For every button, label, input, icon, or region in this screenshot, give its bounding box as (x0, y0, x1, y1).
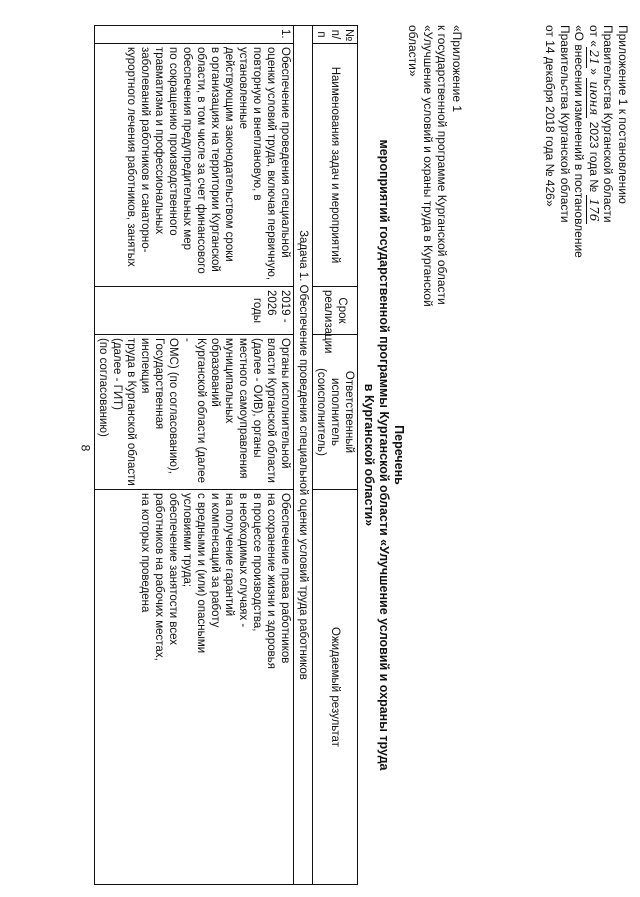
executor-line: труда в Курганской области (125, 338, 137, 486)
approval-line-5: Правительства Курганской области (558, 25, 572, 223)
executor-line: местного самоуправления (237, 338, 249, 479)
header-term: Срок реализации (313, 287, 358, 335)
approval-line-6: от 14 декабря 2018 года № 426» (543, 25, 558, 207)
rotated-page-content (10, 25, 630, 885)
name-line: обеспечения предупредительных мер (181, 47, 193, 251)
executor-line: (по согласованию) (97, 338, 109, 437)
program-annex-block (406, 25, 464, 307)
result-line: в необходимых случаях - (237, 493, 249, 628)
name-line: в организациях на территории Курганской (209, 47, 221, 272)
handwritten-month: июня (586, 78, 601, 118)
name-line: заболеваний работников и санаторно- (139, 47, 151, 253)
result-line: на которых проведена (139, 493, 151, 613)
date-year-text: 2023 года № (587, 118, 601, 196)
name-line: оценки условий труда, включая первичную, (265, 47, 277, 281)
executor-line: муниципальных образований (209, 338, 235, 424)
handwritten-day: 21 (586, 47, 601, 68)
handwritten-number: 176 (586, 195, 601, 224)
result-line: работников на рабочих местах, (153, 493, 165, 661)
name-line: действующим законодательством сроки (223, 47, 235, 262)
executor-line: власти Курганской области (265, 338, 277, 483)
row-result (95, 490, 294, 885)
executor-line: Государственная инспекция (139, 338, 165, 430)
result-line: и компенсаций за работу (209, 493, 221, 628)
row-term (95, 287, 294, 335)
row-num: 1. (95, 26, 294, 44)
result-line: на получение гарантий (223, 493, 235, 617)
task-row (294, 26, 313, 885)
name-line: курортного лечения работников, занятых (125, 47, 137, 267)
name-line: травматизма и профессиональных (153, 47, 165, 235)
approval-line-1: Приложение 1 к постановлению (616, 25, 630, 204)
term-line: годы (251, 297, 263, 324)
approval-line-2: Правительства Курганской области (601, 25, 616, 223)
document-title (361, 25, 406, 885)
header-result: Ожидаемый результат (313, 490, 358, 885)
approval-annex-block (543, 25, 630, 258)
table-header-row (313, 26, 358, 885)
executor-line: (далее - ОИВ), органы (251, 338, 263, 458)
header-name: Наименования задач и мероприятий (313, 44, 358, 287)
result-line: в процессе производства, (251, 493, 263, 632)
result-line: с вредными и (или) опасными (195, 493, 207, 654)
result-line: обеспечение занятости всех (167, 493, 179, 646)
name-line: по сокращению производственного (167, 47, 179, 236)
executor-line: Курганской области (далее - (181, 338, 207, 483)
name-line: повторную и внеплановую, в установленные (237, 47, 263, 201)
table-row (95, 26, 294, 885)
result-line: на сохранение жизни и здоровья (265, 493, 277, 669)
program-line-2: к государственной программе Курганской области (435, 25, 450, 305)
program-line-3: «Улучшение условий и охраны труда в Курганской (421, 25, 435, 307)
measures-table (94, 25, 358, 885)
program-line-4: области» (406, 25, 421, 77)
name-line: области, в том числе за счет финансового (195, 47, 207, 274)
task-1-label: Задача 1. Обеспечение проведения специальной оценки условий труда работников (294, 26, 313, 885)
title-line-1: Перечень (392, 425, 406, 485)
name-line: Обеспечение проведения специальной (279, 47, 291, 258)
approval-line-4: «О внесении изменений в постановление (572, 25, 587, 258)
result-line: условиями труда; (181, 493, 193, 588)
executor-line: ОМС) (по согласованию), (167, 338, 179, 474)
header-executor: Ответственный исполнитель (соисполнитель) (313, 335, 358, 490)
program-line-1: «Приложение 1 (450, 25, 464, 113)
result-line: Обеспечение права работников (279, 493, 291, 664)
page-number: 8 (78, 444, 93, 452)
date-prefix: от « (587, 25, 601, 47)
executor-line: (далее - ГИТ) (111, 338, 123, 411)
date-mid: » (587, 68, 601, 79)
title-line-2: мероприятий государственной программы Курганской области «Улучшение условий и охраны труда (377, 139, 391, 771)
title-line-3: в Курганской области» (362, 383, 376, 527)
header-num: № п/п (313, 26, 358, 44)
row-name (95, 44, 294, 287)
row-executor (95, 335, 294, 490)
term-line: 2019 - 2026 (265, 290, 291, 323)
approval-date-line (587, 25, 602, 258)
executor-line: Органы исполнительной (279, 338, 291, 469)
